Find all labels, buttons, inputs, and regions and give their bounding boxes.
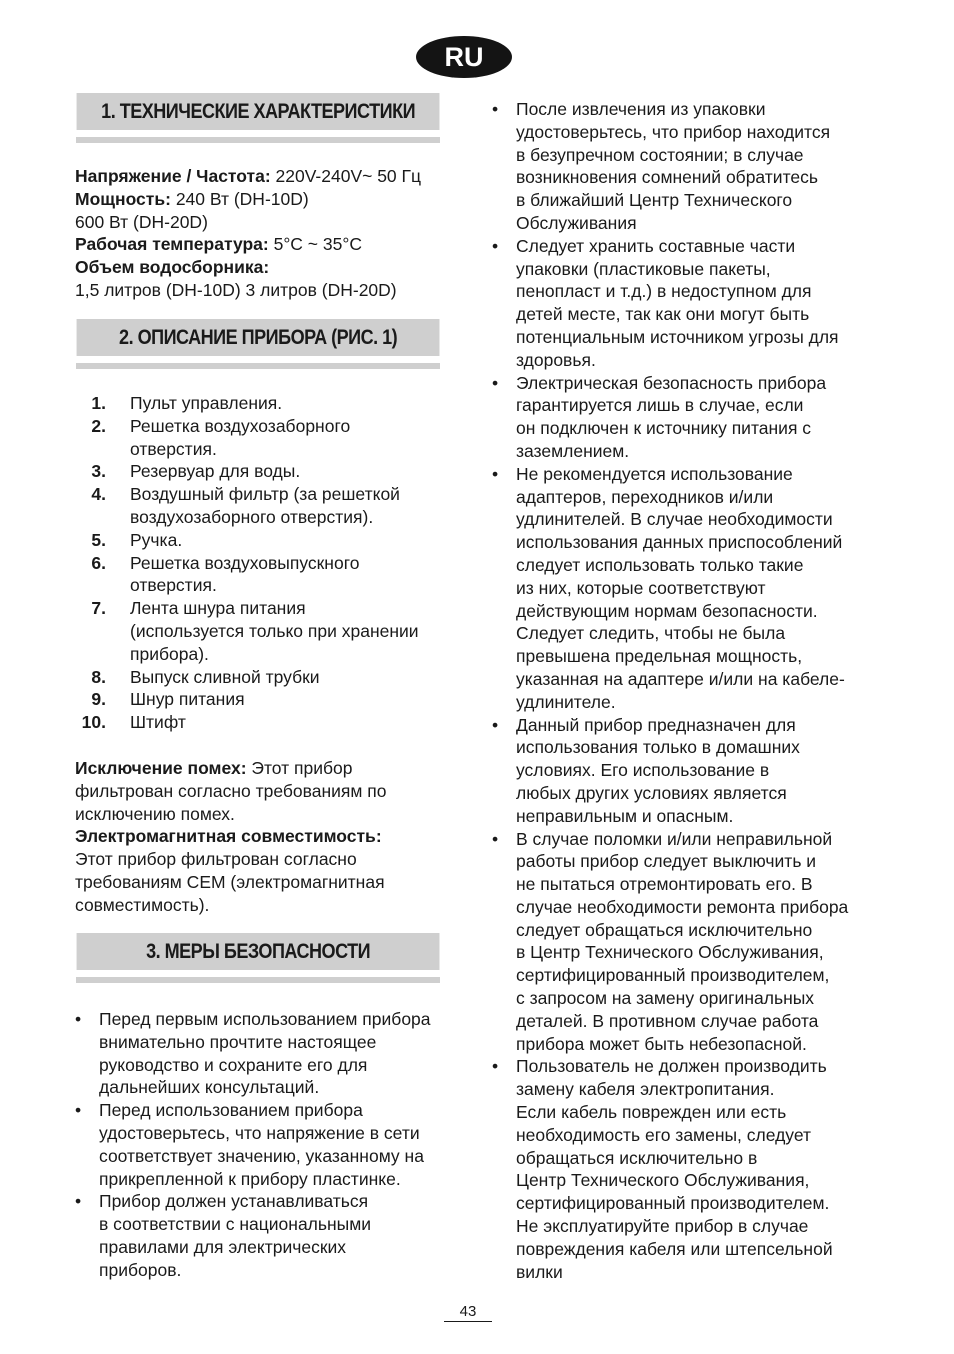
bullet-text-line: Не рекомендуется использование (516, 463, 793, 484)
bullet-text (99, 1190, 455, 1281)
spec-value: 600 Вт (DH-20D) (75, 211, 208, 232)
bullet-icon: • (75, 1100, 82, 1121)
section-divider (76, 977, 440, 983)
bullet-text-line: в Центр Технического Обслуживания, (516, 942, 824, 963)
list-item (76, 392, 419, 415)
section-divider (76, 137, 440, 143)
list-item (76, 711, 419, 734)
item-text (130, 711, 186, 734)
spec-value: 220V-240V~ 50 Гц (270, 166, 422, 186)
item-text-line: Пульт управления. (130, 393, 283, 413)
item-text (130, 415, 350, 461)
bullet-text-line: Если кабель поврежден или есть (516, 1102, 787, 1123)
bullet-text-line: Обслуживания (516, 212, 637, 233)
spec-line (75, 279, 421, 302)
bullet-text (516, 463, 892, 714)
bullet-text-line: в соответствии с национальными (99, 1214, 372, 1235)
item-text-line: (используется только при хранении (130, 620, 419, 641)
emc-text: Этот прибор фильтрован согласно (75, 849, 357, 870)
bullet-text-line: приборов. (99, 1259, 182, 1280)
item-text-line: Решетка воздухозаборного (130, 415, 351, 436)
emc-label: Электромагнитная совместимость: (75, 826, 382, 847)
bullet-text (516, 235, 892, 372)
item-text-line: Лента шнура питания (130, 598, 306, 619)
spec-value: 240 Вт (DH-10D) (170, 188, 309, 209)
item-text-line: воздухозаборного отверстия). (130, 506, 374, 527)
page-number: 43 (444, 1303, 492, 1322)
bullet-text-line: Электрическая безопасность прибора (516, 372, 827, 393)
bullet-text-line: руководство и сохраните его для (99, 1054, 368, 1075)
item-number: 2. (91, 415, 106, 436)
list-item (76, 460, 419, 483)
bullet-icon: • (75, 1009, 82, 1029)
spec-line (75, 233, 421, 256)
bullet-text-line: заземлением. (516, 440, 630, 461)
bullet-text-line: обращаться исключительно в (516, 1147, 758, 1168)
bullet-text (516, 714, 892, 828)
bullet-text-line: с запросом на замену оригинальных (516, 988, 815, 1009)
bullet-text-line: правилами для электрических (99, 1236, 347, 1257)
section-divider (76, 363, 440, 369)
bullet-text-line: прибора может быть небезопасной. (516, 1033, 807, 1054)
section-title-tech: 1. ТЕХНИЧЕСКИЕ ХАРАКТЕРИСТИКИ (76, 93, 439, 130)
spec-line (75, 188, 421, 211)
bullet-text-line: удостоверьтесь, что напряжение в сети (99, 1122, 420, 1143)
spec-label: Рабочая температура: (75, 234, 269, 255)
bullet-text-line: удлинителей. В случае необходимости (516, 509, 833, 530)
bullet-text-line: внимательно прочтите настоящее (99, 1031, 377, 1052)
spec-value: 5°C ~ 35°C (268, 234, 362, 255)
item-text (130, 688, 245, 711)
list-item (76, 552, 419, 598)
bullet-text-line: возникновения сомнений обратитесь (516, 167, 818, 188)
list-item (76, 415, 419, 461)
bullet-icon: • (492, 372, 499, 393)
item-text-line: Воздушный фильтр (за решеткой (130, 484, 400, 505)
bullet-text-line: замену кабеля электропитания. (516, 1079, 775, 1100)
interference-text: исключению помех. (75, 803, 235, 824)
item-text-line: Решетка воздуховыпускного (130, 552, 360, 573)
bullet-text-line: вилки (516, 1261, 563, 1282)
item-text (130, 666, 320, 689)
item-number: 3. (91, 461, 106, 482)
bullet-text-line: необходимость его замены, следует (516, 1124, 812, 1145)
item-text (130, 552, 359, 598)
bullet-text-line: он подключен к источнику питания с (516, 418, 812, 439)
language-badge: RU (416, 36, 512, 78)
bullet-text-line: сертифицированный производителем, (516, 965, 830, 986)
item-text (130, 392, 282, 415)
bullet-text-line: указанная на адаптере и/или на кабеле- (516, 668, 845, 689)
bullet-item (492, 372, 892, 463)
spec-line (75, 165, 421, 188)
bullet-icon: • (492, 463, 499, 484)
item-text (130, 597, 419, 665)
bullet-text-line: Перед использованием прибора (99, 1100, 363, 1121)
bullet-text-line: работы прибор следует выключить и (516, 851, 817, 872)
bullet-text-line: дальнейших консультаций. (99, 1077, 320, 1098)
bullet-text (516, 372, 892, 463)
bullet-text-line: удлинителе. (516, 691, 616, 712)
section-title-safety: 3. МЕРЫ БЕЗОПАСНОСТИ (76, 933, 439, 970)
section-header-description (76, 319, 440, 369)
item-number: 4. (91, 484, 106, 505)
spec-line (75, 256, 421, 279)
bullet-text-line: упаковки (пластиковые пакеты, (516, 258, 771, 279)
bullet-text-line: Пользователь не должен производить (516, 1056, 827, 1077)
bullet-text-line: адаптеров, переходников и/или (516, 486, 774, 507)
list-item (76, 666, 419, 689)
bullet-text-line: случае необходимости ремонта прибора (516, 896, 849, 917)
bullet-icon: • (492, 828, 499, 849)
bullet-text-line: повреждения кабеля или штепсельной (516, 1238, 833, 1259)
bullet-text-line: использования только в домашних (516, 737, 800, 758)
bullet-text-line: в ближайший Центр Технического (516, 190, 793, 211)
bullet-text-line: действующим нормам безопасности. (516, 600, 818, 621)
item-text-line: Выпуск сливной трубки (130, 666, 320, 687)
item-number: 1. (91, 393, 106, 413)
bullet-text (99, 1099, 455, 1190)
bullet-item (75, 1190, 455, 1281)
item-number: 10. (81, 712, 106, 733)
item-text (130, 460, 300, 483)
bullet-text-line: удостоверьтесь, что прибор находится (516, 121, 831, 142)
bullet-text-line: любых других условиях является (516, 782, 787, 803)
bullet-text-line: следует использовать только такие (516, 554, 804, 575)
bullet-text-line: пенопласт и т.д.) в недоступном для (516, 281, 812, 302)
bullet-text (516, 1055, 892, 1283)
bullet-text-line: превышена предельная мощность, (516, 646, 803, 667)
item-number: 6. (91, 552, 106, 573)
bullet-text-line: соответствует значению, указанному на (99, 1145, 424, 1166)
list-item (76, 597, 419, 665)
item-number: 7. (91, 598, 106, 619)
interference-note (75, 757, 387, 917)
bullet-item (75, 1099, 455, 1190)
list-item (76, 688, 419, 711)
emc-text: требованиям CEM (электромагнитная (75, 871, 385, 892)
bullet-item (492, 463, 892, 714)
spec-label: Объем водосборника: (75, 257, 270, 278)
item-text (130, 483, 400, 529)
bullet-icon: • (492, 1056, 499, 1077)
bullet-text-line: детей месте, так как они могут быть (516, 304, 810, 325)
bullet-item (75, 1008, 455, 1099)
bullet-text-line: следует обращаться исключительно (516, 919, 813, 940)
bullet-text-line: Не эксплуатируйте прибор в случае (516, 1216, 809, 1237)
tech-specs (75, 165, 421, 302)
bullet-text-line: Следует следить, чтобы не была (516, 623, 786, 644)
bullet-text-line: потенциальным источником угрозы для (516, 326, 839, 347)
bullet-text-line: Центр Технического Обслуживания, (516, 1170, 810, 1191)
bullet-icon: • (492, 714, 499, 735)
bullet-icon: • (492, 99, 499, 119)
item-text-line: Штифт (130, 712, 186, 733)
safety-list-right (492, 98, 892, 1283)
item-number: 8. (91, 666, 106, 687)
bullet-text-line: Перед первым использованием прибора (99, 1009, 431, 1029)
bullet-text-line: Данный прибор предназначен для (516, 714, 796, 735)
spec-value: 1,5 литров (DH-10D) 3 литров (DH-20D) (75, 279, 397, 300)
item-text-line: Шнур питания (130, 689, 245, 710)
bullet-text-line: из них, которые соответствуют (516, 577, 766, 598)
bullet-item (492, 714, 892, 828)
list-item (76, 529, 419, 552)
bullet-icon: • (75, 1191, 82, 1212)
bullet-text-line: В случае поломки и/или неправильной (516, 828, 833, 849)
bullet-item (492, 1055, 892, 1283)
bullet-text-line: сертифицированный производителем. (516, 1193, 830, 1214)
bullet-item (492, 235, 892, 372)
section-header-safety (76, 933, 440, 983)
bullet-text (99, 1008, 455, 1099)
item-text-line: отверстия. (130, 438, 217, 459)
interference-label: Исключение помех: (75, 758, 247, 778)
item-text-line: Резервуар для воды. (130, 461, 301, 482)
bullet-item (492, 98, 892, 235)
bullet-text-line: не пытаться отремонтировать его. В (516, 874, 813, 895)
bullet-text-line: Следует хранить составные части (516, 235, 796, 256)
spec-label: Мощность: (75, 188, 171, 209)
bullet-text (516, 828, 892, 1056)
list-item (76, 483, 419, 529)
bullet-item (492, 828, 892, 1056)
bullet-text-line: гарантируется лишь в случае, если (516, 395, 804, 416)
bullet-text (516, 98, 892, 235)
emc-text: совместимость). (75, 894, 210, 915)
bullet-text-line: деталей. В противном случае работа (516, 1010, 819, 1031)
item-text-line: отверстия. (130, 575, 217, 596)
bullet-text-line: в безупречном состоянии; в случае (516, 144, 804, 165)
bullet-text-line: условиях. Его использование в (516, 760, 770, 781)
bullet-text-line: неправильным и опасным. (516, 805, 734, 826)
interference-text: фильтрован согласно требованиям по (75, 780, 387, 801)
bullet-text-line: здоровья. (516, 349, 596, 370)
bullet-text-line: использования данных приспособлений (516, 532, 843, 553)
interference-text: Этот прибор (246, 758, 353, 778)
parts-list (76, 392, 419, 734)
item-text (130, 529, 182, 552)
section-header-tech (76, 93, 440, 143)
item-text-line: Ручка. (130, 529, 183, 550)
spec-label: Напряжение / Частота: (75, 166, 271, 186)
item-text-line: прибора). (130, 643, 209, 664)
bullet-text-line: прикрепленной к прибору пластинке. (99, 1168, 401, 1189)
bullet-text-line: Прибор должен устанавливаться (99, 1191, 369, 1212)
spec-line (75, 211, 421, 234)
bullet-text-line: После извлечения из упаковки (516, 99, 766, 119)
item-number: 5. (91, 529, 106, 550)
item-number: 9. (91, 689, 106, 710)
safety-list-left (75, 1008, 455, 1282)
section-title-description: 2. ОПИСАНИЕ ПРИБОРА (РИС. 1) (76, 319, 439, 356)
bullet-icon: • (492, 235, 499, 256)
